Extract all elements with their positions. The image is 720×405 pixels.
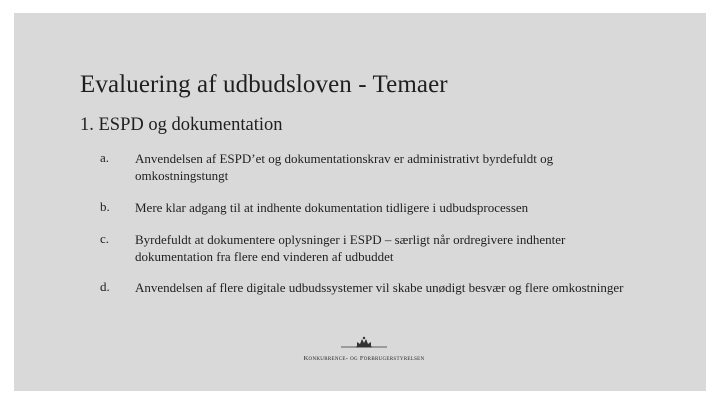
slide-subtitle: 1. ESPD og dokumentation xyxy=(80,115,283,135)
item-text: Anvendelsen af ESPD’et og dokumentationskrav er administrativt byrdefuldt og omkostningstungt xyxy=(135,151,554,183)
agency-logo-text: Konkurrence- og Forbrugerstyrelsen xyxy=(303,355,425,362)
item-text: Anvendelsen af flere digitale udbudssystemer vil skabe unødigt besvær og flere omkostninger xyxy=(135,280,624,295)
item-marker: a. xyxy=(100,150,110,165)
slide xyxy=(14,13,706,391)
item-marker: d. xyxy=(100,279,110,294)
item-marker: b. xyxy=(100,199,110,214)
item-marker: c. xyxy=(100,231,110,246)
crown-emblem-icon xyxy=(341,336,387,350)
agency-logo xyxy=(284,336,444,372)
item-text: Mere klar adgang til at indhente dokumentation tidligere i udbudsprocessen xyxy=(135,200,529,215)
item-text: Byrdefuldt at dokumentere oplysninger i ESPD – særligt når ordregivere indhenter dokumentation fra flere end vinderen af udbuddet xyxy=(135,232,566,264)
slide-title: Evaluering af udbudsloven - Temaer xyxy=(80,71,448,98)
